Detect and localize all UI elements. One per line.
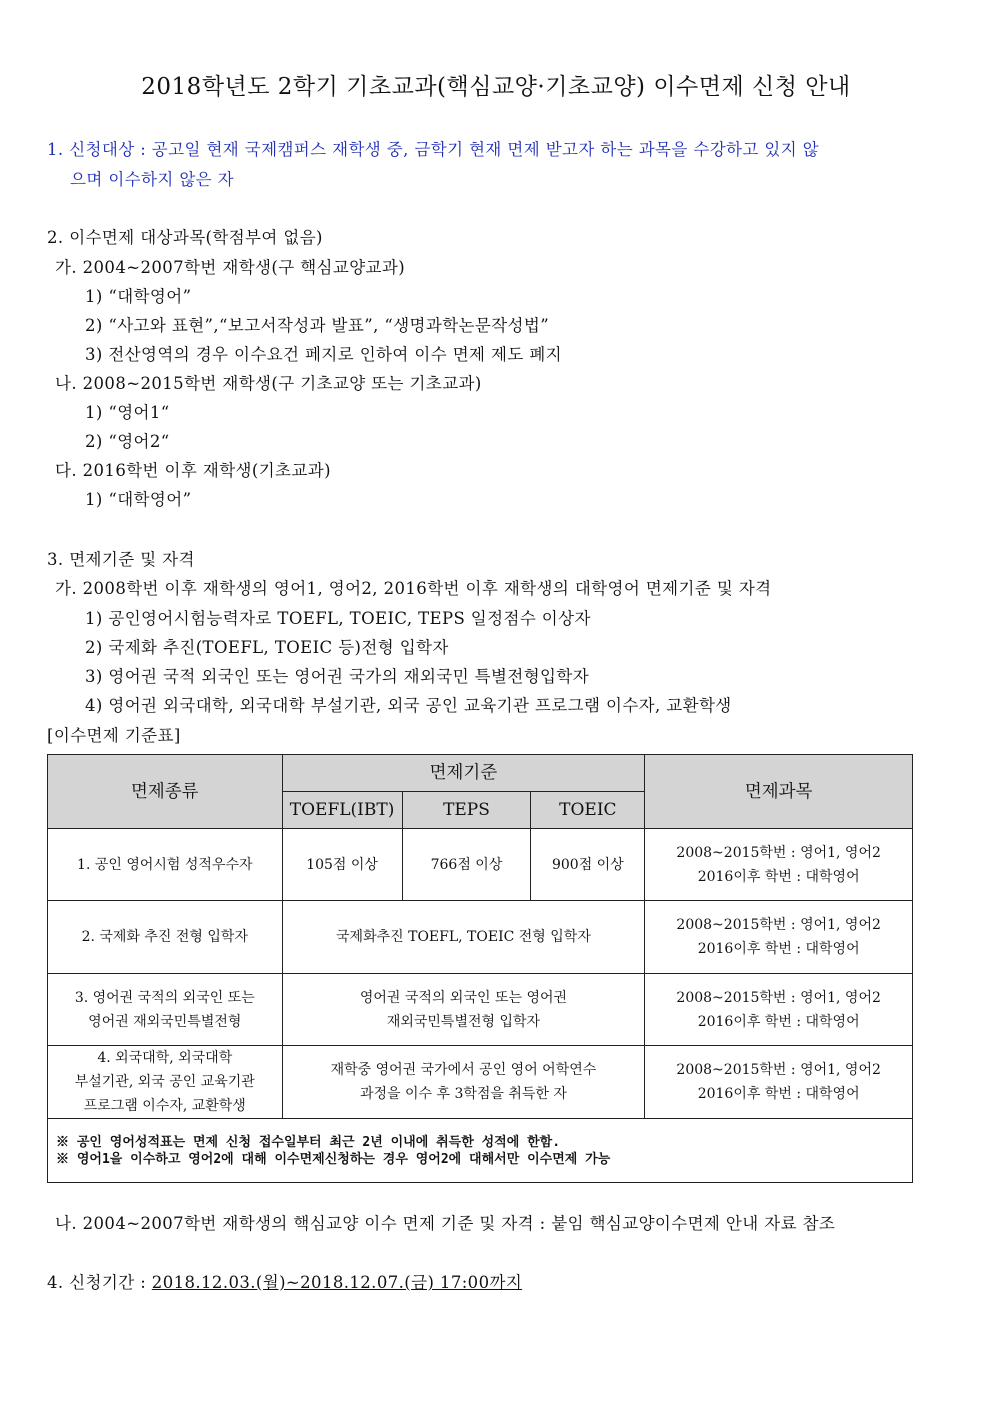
section3-ga-item-4: 4) 영어권 외국대학, 외국대학 부설기관, 외국 공인 교육기관 프로그램 이수자, 교환학생 — [85, 696, 732, 715]
header-toeic: TOEIC — [531, 792, 645, 829]
section2-ga-item-2: 2) “사고와 표현”,“보고서작성과 발표”, “생명과학논문작성법” — [85, 316, 550, 335]
row3-type-line-1: 3. 영어권 국적의 외국인 또는 — [74, 989, 255, 1006]
row1-subject — [645, 829, 913, 901]
row3-criteria-line-1: 영어권 국적의 외국인 또는 영어권 — [359, 989, 568, 1006]
page-title: 2018학년도 2학기 기초교과(핵심교양·기초교양) 이수면제 신청 안내 — [141, 74, 851, 100]
section2-na: 나. 2008~2015학번 재학생(구 기초교양 또는 기초교과) — [55, 374, 482, 393]
row3-type-line-2: 영어권 재외국민특별전형 — [88, 1013, 242, 1030]
section2-na-item-1: 1) “영어1“ — [85, 403, 170, 422]
row4-subject — [645, 1046, 913, 1119]
row2-type: 2. 국제화 추진 전형 입학자 — [48, 901, 283, 974]
row4-type-line-2: 부설기관, 외국 공인 교육기관 — [74, 1074, 255, 1090]
application-period-label: 4. 신청기간 : — [47, 1273, 152, 1292]
row1-toefl: 105점 이상 — [282, 829, 402, 901]
section3-na: 나. 2004~2007학번 재학생의 핵심교양 이수 면제 기준 및 자격 : 붙임 핵심교양이수면제 안내 자료 참조 — [55, 1214, 836, 1233]
eligibility-line-2: 으며 이수하지 않은 자 — [70, 170, 234, 189]
table-row — [48, 1046, 913, 1119]
row2-subject-line-2: 2016이후 학번 : 대학영어 — [697, 941, 860, 957]
table-notes — [48, 1119, 913, 1183]
application-period — [47, 1269, 522, 1293]
section2-ga-item-1: 1) “대학영어” — [85, 287, 192, 306]
row4-type — [48, 1046, 283, 1119]
row3-criteria-line-2: 재외국민특별전형 입학자 — [386, 1013, 541, 1030]
row3-criteria — [282, 974, 645, 1046]
row4-criteria — [282, 1046, 645, 1119]
section2-ga: 가. 2004~2007학번 재학생(구 핵심교양교과) — [55, 258, 406, 277]
row2-criteria: 국제화추진 TOEFL, TOEIC 전형 입학자 — [282, 901, 645, 974]
row3-subject — [645, 974, 913, 1046]
table-caption: [이수면제 기준표] — [47, 726, 181, 745]
eligibility-line-1: 1. 신청대상 : 공고일 현재 국제캠퍼스 재학생 중, 금학기 현재 면제 받고자 하는 과목을 수강하고 있지 않 — [47, 140, 820, 159]
header-toefl: TOEFL(IBT) — [282, 792, 402, 829]
section3-ga-item-1: 1) 공인영어시험능력자로 TOEFL, TOEIC, TEPS 일정점수 이상자 — [85, 609, 591, 628]
row4-criteria-line-1: 재학중 영어권 국가에서 공인 영어 어학연수 — [330, 1062, 597, 1078]
application-period-dates: 2018.12.03.(월)~2018.12.07.(금) 17:00까지 — [151, 1273, 523, 1292]
row1-subject-line-1: 2008~2015학번 : 영어1, 영어2 — [676, 844, 881, 861]
header-exemption-subject: 면제과목 — [645, 755, 913, 829]
section2-na-item-2: 2) “영어2“ — [85, 432, 170, 451]
row4-type-line-1: 4. 외국대학, 외국대학 — [97, 1050, 233, 1066]
table-row — [48, 829, 913, 901]
section3-ga-item-3: 3) 영어권 국적 외국인 또는 영어권 국가의 재외국민 특별전형입학자 — [85, 667, 590, 686]
section3-ga: 가. 2008학번 이후 재학생의 영어1, 영어2, 2016학번 이후 재학생의 대학영어 면제기준 및 자격 — [55, 579, 772, 598]
section2-heading: 2. 이수면제 대상과목(학점부여 없음) — [47, 228, 323, 247]
section3-ga-item-2: 2) 국제화 추진(TOEFL, TOEIC 등)전형 입학자 — [85, 638, 449, 657]
table-row — [48, 901, 913, 974]
section2-ga-item-3: 3) 전산영역의 경우 이수요건 페지로 인하여 이수 면제 제도 폐지 — [85, 345, 563, 364]
section2-da-item-1: 1) “대학영어” — [85, 490, 192, 509]
row4-criteria-line-2: 과정을 이수 후 3학점을 취득한 자 — [359, 1086, 567, 1102]
header-exemption-criteria: 면제기준 — [282, 755, 645, 792]
row2-subject-line-1: 2008~2015학번 : 영어1, 영어2 — [676, 917, 881, 933]
header-exemption-type: 면제종류 — [48, 755, 283, 829]
row1-type: 1. 공인 영어시험 성적우수자 — [48, 829, 283, 901]
row2-subject — [645, 901, 913, 974]
section2-da: 다. 2016학번 이후 재학생(기초교과) — [55, 461, 331, 480]
row1-teps: 766점 이상 — [402, 829, 531, 901]
row3-subject-line-2: 2016이후 학번 : 대학영어 — [697, 1013, 860, 1030]
row3-type — [48, 974, 283, 1046]
table-note-1: ※ 공인 영어성적표는 면제 신청 접수일부터 최근 2년 이내에 취득한 성적에 한함. — [56, 1134, 561, 1150]
row4-subject-line-1: 2008~2015학번 : 영어1, 영어2 — [676, 1062, 881, 1078]
row1-toeic: 900점 이상 — [531, 829, 645, 901]
section3-heading: 3. 면제기준 및 자격 — [47, 550, 195, 569]
header-teps: TEPS — [402, 792, 531, 829]
row1-subject-line-2: 2016이후 학번 : 대학영어 — [697, 868, 860, 885]
row4-subject-line-2: 2016이후 학번 : 대학영어 — [697, 1086, 860, 1102]
row3-subject-line-1: 2008~2015학번 : 영어1, 영어2 — [676, 989, 881, 1006]
table-note-2: ※ 영어1을 이수하고 영어2에 대해 이수면제신청하는 경우 영어2에 대해서만 이수면제 가능 — [56, 1151, 611, 1167]
table-row — [48, 974, 913, 1046]
exemption-criteria-table — [47, 754, 913, 1183]
row4-type-line-3: 프로그램 이수자, 교환학생 — [83, 1098, 246, 1114]
